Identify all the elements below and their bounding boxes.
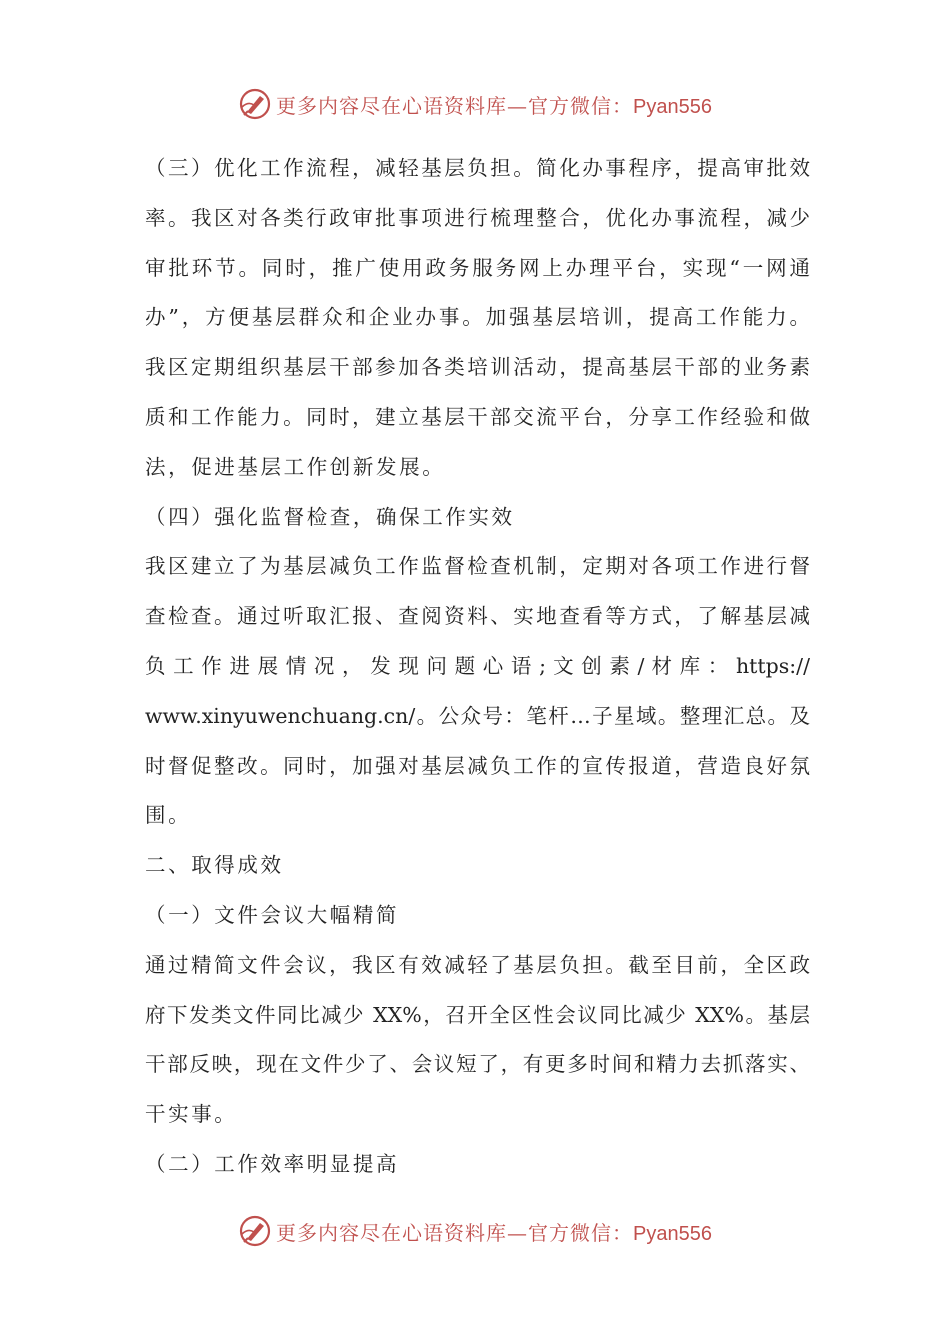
- text-line-11: 负 工 作 进 展 情 况 ， 发 现 问 题 心 语 ; 文 创 素 / 材 库 ： https://: [145, 653, 810, 678]
- text-line-13: 时督促整改。同时，加强对基层减负工作的宣传报道，营造良好氛: [145, 753, 810, 778]
- header-banner-cn: 更多内容尽在心语资料库—官方微信：: [276, 93, 634, 118]
- text-line-17: 通过精简文件会议，我区有效减轻了基层负担。截至目前，全区政: [145, 952, 810, 977]
- section-heading-4: （四）强化监督检查，确保工作实效: [145, 504, 515, 529]
- text-line-7: 法，促进基层工作创新发展。: [145, 454, 446, 479]
- text-line-6: 质和工作能力。同时，建立基层干部交流平台，分享工作经验和做: [145, 404, 810, 429]
- pen-logo-icon: [238, 1214, 272, 1248]
- text-line-3: 审批环节。同时，推广使用政务服务网上办理平台，实现“一网通: [145, 255, 810, 280]
- document-body: [145, 144, 810, 1190]
- pen-logo-icon: [238, 87, 272, 121]
- footer-banner-wechat-id: Pyan556: [633, 1222, 712, 1245]
- text-line-19: 干部反映，现在文件少了、会议短了，有更多时间和精力去抓落实、: [145, 1052, 810, 1077]
- footer-banner-text: [276, 1217, 712, 1246]
- text-line-10: 查检查。通过听取汇报、查阅资料、实地查看等方式，了解基层减: [145, 604, 810, 629]
- footer-banner: [0, 1211, 950, 1251]
- text-line-12: www.xinyuwenchuang.cn/。公众号：笔杆…子星域。整理汇总。及: [145, 703, 810, 728]
- text-line-9: 我区建立了为基层减负工作监督检查机制，定期对各项工作进行督: [145, 554, 810, 579]
- text-line-5: 我区定期组织基层干部参加各类培训活动，提高基层干部的业务素: [145, 355, 810, 380]
- header-banner-text: [276, 90, 712, 119]
- text-line-1: （三）优化工作流程，减轻基层负担。简化办事程序，提高审批效: [145, 156, 810, 180]
- text-line-18: 府下发类文件同比减少 XX%，召开全区性会议同比减少 XX%。基层: [145, 1002, 810, 1027]
- text-line-14: 围。: [145, 803, 192, 828]
- header-banner-wechat-id: Pyan556: [633, 95, 712, 118]
- chapter-heading-2: 二、取得成效: [145, 853, 284, 878]
- text-line-2: 率。我区对各类行政审批事项进行梳理整合，优化办事流程，减少: [145, 205, 810, 230]
- subsection-heading-2: （二）工作效率明显提高: [145, 1151, 400, 1176]
- text-line-4: 办”，方便基层群众和企业办事。加强基层培训，提高工作能力。: [145, 305, 810, 330]
- text-line-20: 干实事。: [145, 1102, 238, 1127]
- subsection-heading-1: （一）文件会议大幅精简: [145, 902, 400, 927]
- footer-banner-cn: 更多内容尽在心语资料库—官方微信：: [276, 1220, 634, 1245]
- header-banner: [0, 84, 950, 124]
